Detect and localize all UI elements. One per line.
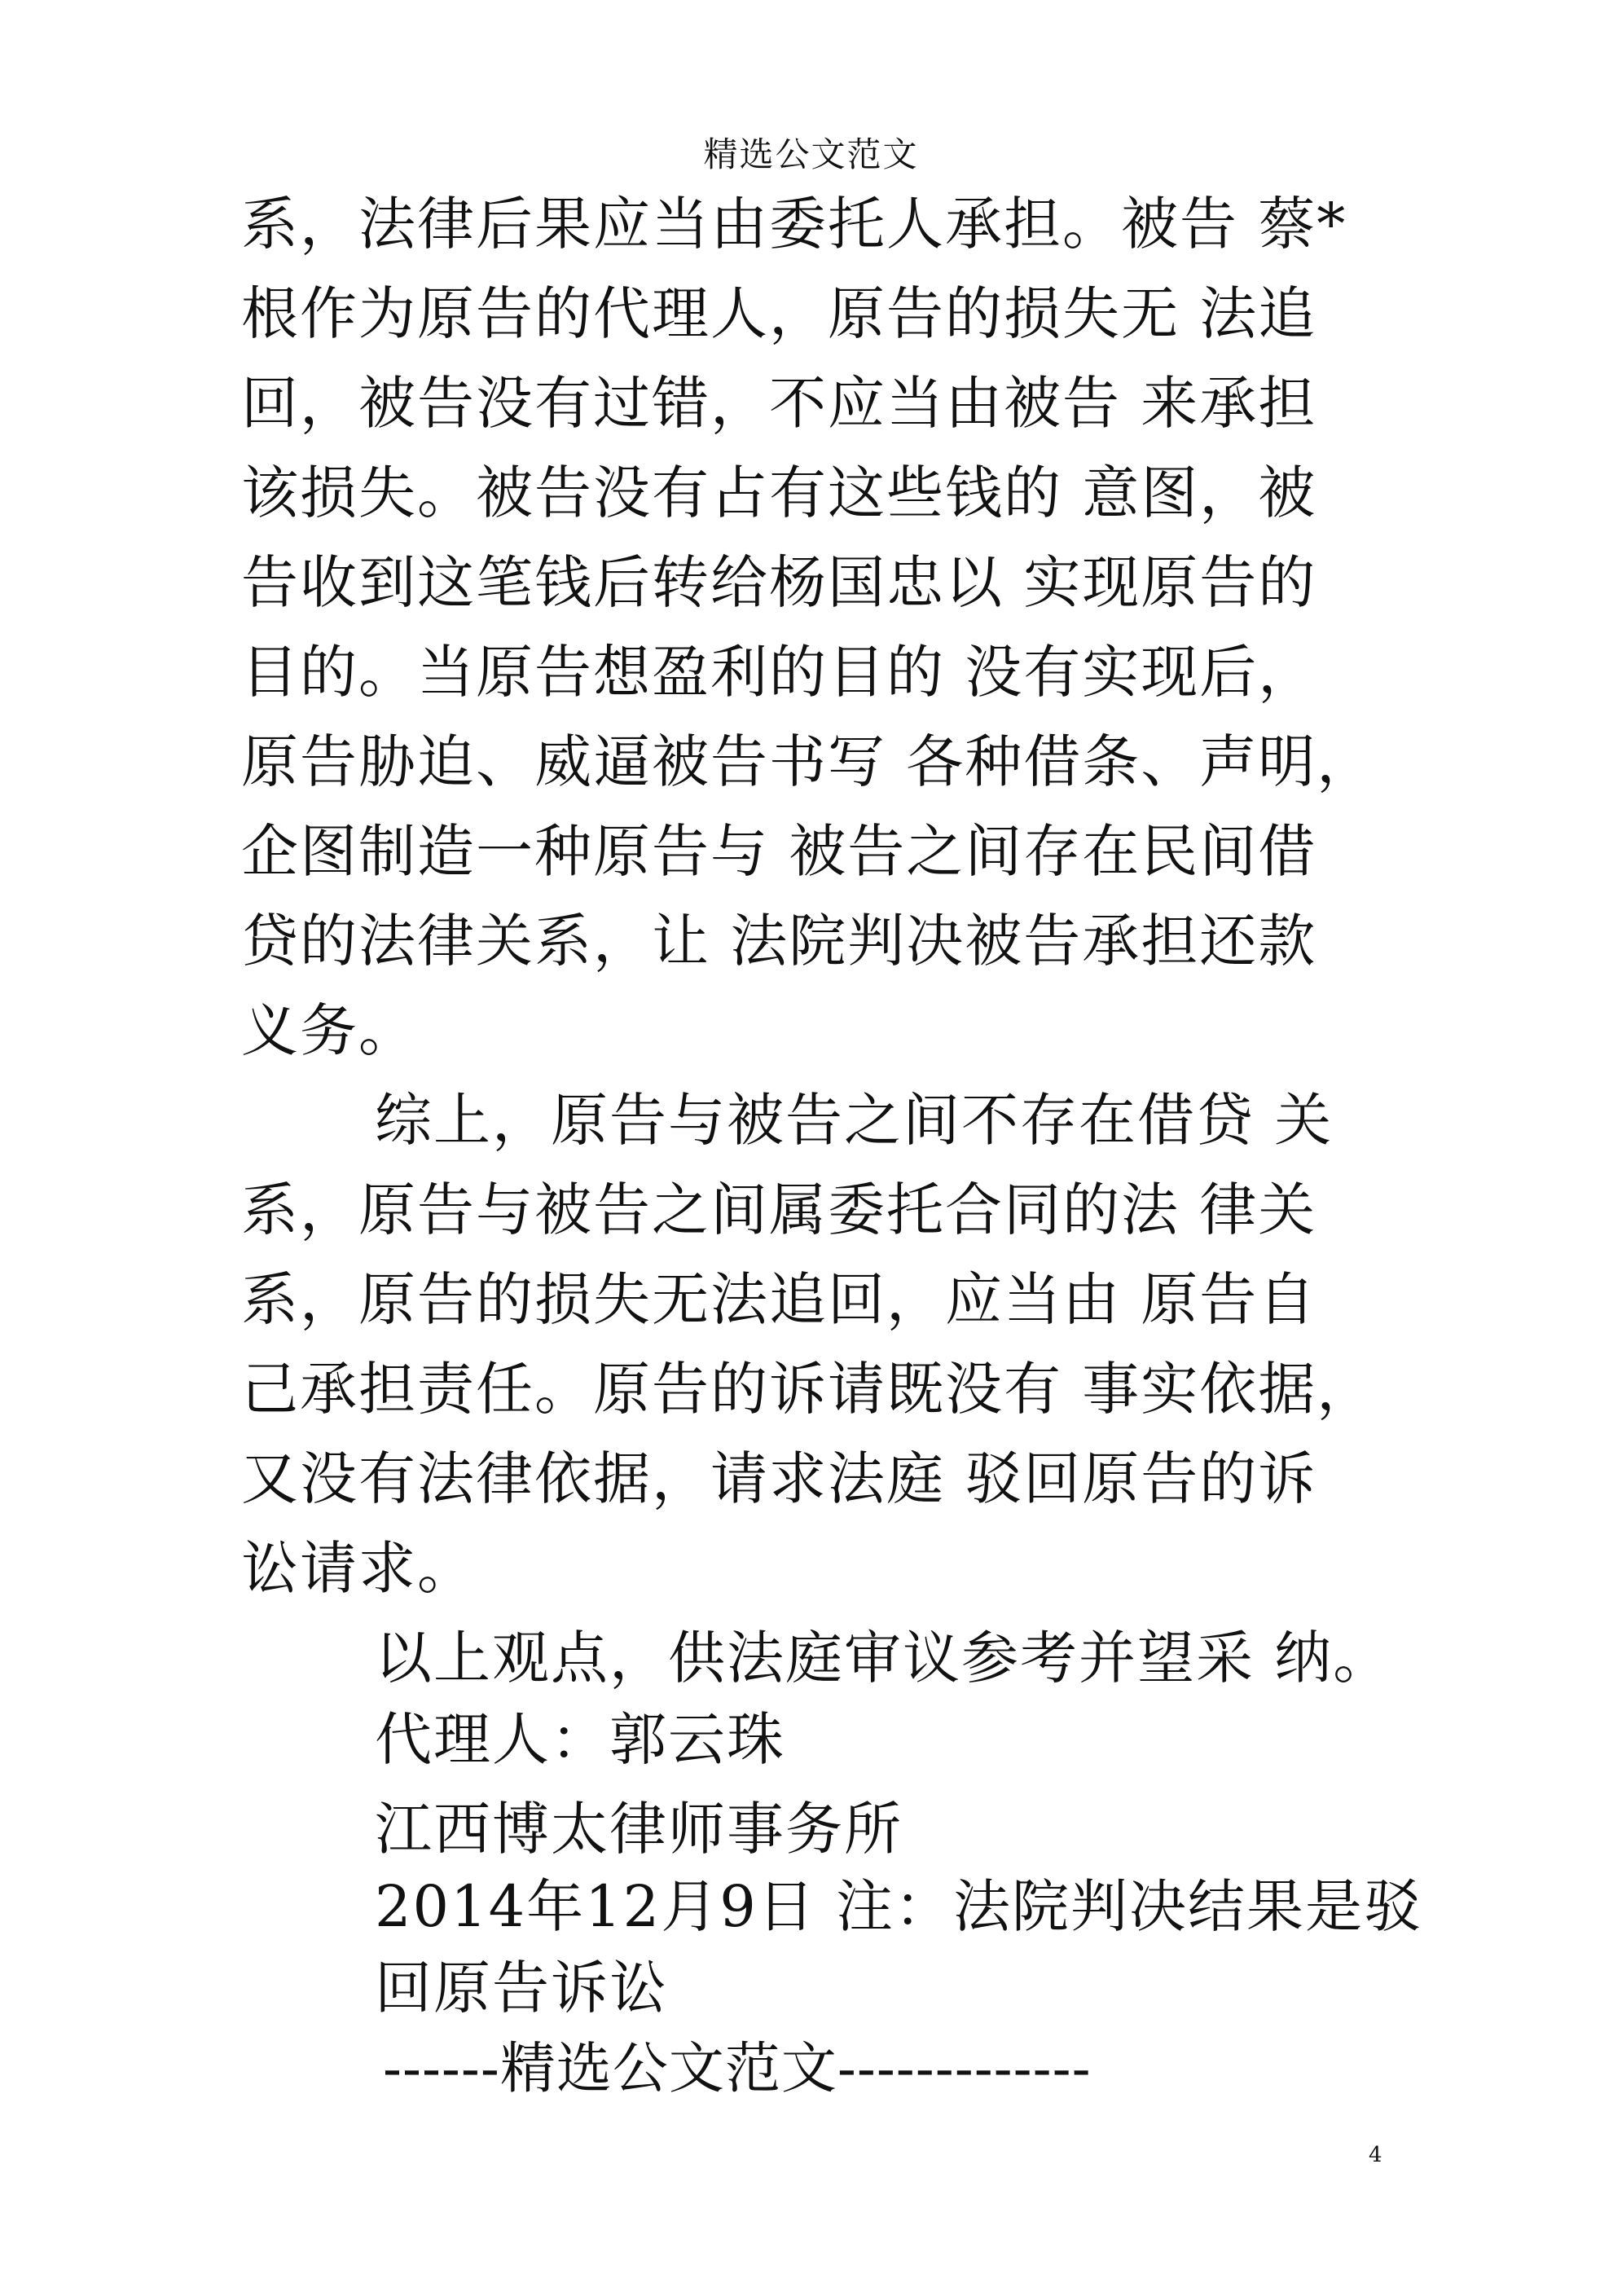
body-line: 告收到这笔钱后转给杨国忠以 实现原告的 (241, 549, 1317, 616)
body-line: 企图制造一种原告与 被告之间存在民间借 (241, 818, 1317, 885)
body-line: 己承担责任。原告的诉请既没有 事实依据， (241, 1356, 1376, 1423)
body-line: 该损失。被告没有占有这些钱的 意图，被 (241, 460, 1317, 526)
body-line: 系，原告与被告之间属委托合同的法 律关 (241, 1177, 1317, 1243)
body-line: 义务。 (241, 997, 417, 1064)
body-line: 根作为原告的代理人，原告的损失无 法追 (241, 280, 1317, 347)
note-continuation: 回原告诉讼 (375, 1955, 668, 2021)
page-number: 4 (1369, 2143, 1382, 2167)
body-line: 讼请求。 (241, 1535, 476, 1602)
body-line: 又没有法律依据，请求法庭 驳回原告的诉 (241, 1445, 1317, 1512)
agent-name: 代理人：郭云珠 (375, 1706, 785, 1773)
date-and-note: 2014年12月9日 注：法院判决结果是驳 (375, 1873, 1423, 1940)
summary-paragraph-start: 综上，原告与被告之间不存在借贷 关 (375, 1087, 1334, 1154)
footer-banner: ------精选公文范文------------- (383, 2037, 1092, 2101)
law-firm-name: 江西博太律师事务所 (375, 1796, 903, 1863)
body-line: 原告胁迫、威逼被告书写 各种借条、声明， (241, 728, 1376, 795)
body-line: 回，被告没有过错，不应当由被告 来承担 (241, 370, 1317, 437)
body-line: 目的。当原告想盈利的目的 没有实现后， (241, 639, 1317, 706)
page-header-title: 精选公文范文 (703, 134, 919, 174)
body-line: 系，原告的损失无法追回，应当由 原告自 (241, 1266, 1317, 1333)
body-line: 贷的法律关系，让 法院判决被告承担还款 (241, 908, 1317, 974)
closing-statement: 以上观点，供法庭审议参考并望采 纳。 (375, 1625, 1392, 1691)
body-line: 系，法律后果应当由委托人承担。被告 蔡* (241, 191, 1347, 257)
